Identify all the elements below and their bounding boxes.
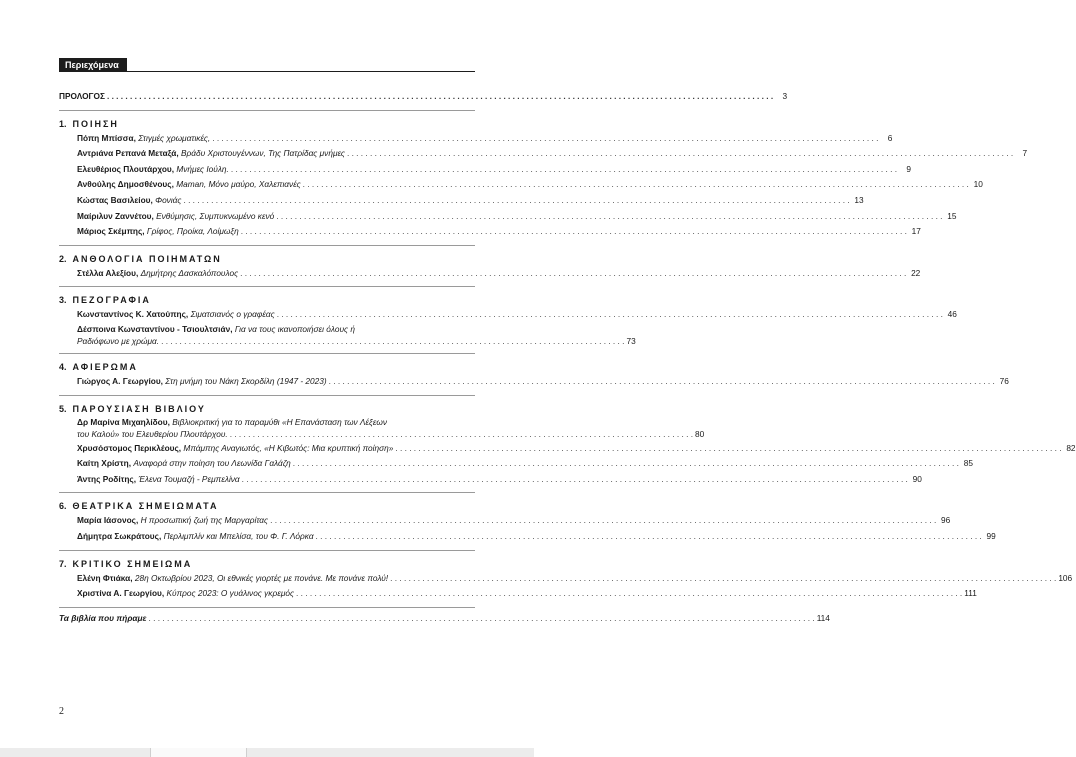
section-5-title: 5. ΠΑΡΟΥΣΙΑΣΗ ΒΙΒΛΙΟΥ (59, 403, 206, 414)
section-1-title: 1. ΠΟΙΗΣΗ (59, 118, 119, 129)
section-divider (59, 245, 475, 246)
toc-entry[interactable]: Κώστας Βασιλείου, Φονιάς . . . 13 (59, 193, 475, 209)
viewer-scrollbar-thumb[interactable] (150, 748, 247, 757)
toc-entry-books[interactable] (59, 611, 830, 627)
leader-dots (105, 89, 775, 105)
page-footer-number: 2 (59, 706, 64, 717)
toc-header-label: Περιεχόμενα (59, 58, 127, 72)
section-divider (59, 550, 475, 551)
viewer-bottom-bar (0, 748, 534, 757)
toc-entry[interactable]: Ελευθέριος Πλουτάρχου, Μνήμες Ιούλη. . . . 9 (59, 162, 475, 178)
section-divider (59, 110, 475, 111)
leader-dots (147, 611, 817, 627)
section-divider (59, 353, 475, 354)
header-rule (59, 71, 475, 72)
toc-entry-prologue[interactable] (59, 89, 788, 105)
toc-entry[interactable]: Καίτη Χρίστη, Αναφορά στην ποίηση του Λεωνίδα Γαλάζη . . . 85 (59, 456, 475, 472)
section-4-title: 4. ΑΦΙΕΡΩΜΑ (59, 361, 138, 372)
toc-entry[interactable]: Ελένη Φτιάκα, 28η Οκτωβρίου 2023, Οι εθνικές γιορτές με πονάνε. Με πονάνε πολύ! . . . 106 (59, 571, 475, 587)
table-of-contents (59, 89, 1076, 626)
toc-entry[interactable]: Στέλλα Αλεξίου, Δημήτρης Δασκαλόπουλος . . . 22 (59, 266, 475, 282)
section-2-title: 2. ΑΝΘΟΛΟΓΙΑ ΠΟΙΗΜΑΤΩΝ (59, 253, 222, 264)
section-3-title: 3. ΠΕΖΟΓΡΑΦΙΑ (59, 295, 151, 306)
section-7-title: 7. ΚΡΙΤΙΚΟ ΣΗΜΕΙΩΜΑ (59, 558, 193, 569)
toc-entry[interactable]: Μάριος Σκέμπης, Γρίφος, Προίκα, Λοίμωξη . . . 17 (59, 224, 475, 240)
toc-entry[interactable]: Χρυσόστομος Περικλέους, Μπάμπης Αναγιωτός, «Η Κιβωτός: Μια κρυπτική ποίηση» . . . 82 (59, 441, 475, 457)
toc-entry[interactable]: Κωνσταντίνος Κ. Χατούπης, Σιματσιανός ο γραφέας . . . 46 (59, 307, 475, 323)
section-divider (59, 607, 475, 608)
prologue-title: ΠΡΟΛΟΓΟΣ (59, 91, 105, 101)
page-number: 114 (816, 612, 830, 623)
page-number: 3 (782, 91, 788, 101)
section-divider (59, 395, 475, 396)
toc-header (59, 58, 475, 72)
toc-entry[interactable]: Γιώργος Α. Γεωργίου, Στη μνήμη του Νάκη Σκορδίλη (1947 - 2023) . . . 76 (59, 374, 475, 390)
toc-entry[interactable]: Χριστίνα Α. Γεωργίου, Κύπρος 2023: Ο γυάλινος γκρεμός . . . 111 (59, 586, 475, 602)
toc-entry[interactable]: Μαίριλυν Ζαννέτου, Ενθύμησις, Συμπυκνωμένο κενό . . . 15 (59, 209, 475, 225)
books-title: Τα βιβλία που πήραμε (59, 612, 147, 623)
toc-entry[interactable]: Δέσποινα Κωνσταντίνου - Τσιουλτσιάν, Για να τους ικανοποιήσει όλους ή Ραδιόφωνο με χρώμα. . . . 73 (59, 323, 475, 348)
section-6-title: 6. ΘΕΑΤΡΙΚΑ ΣΗΜΕΙΩΜΑΤΑ (59, 501, 219, 512)
toc-entry[interactable]: Πόπη Μπίσσα, Στιγμές χρωματικές, . . . 6 (59, 131, 475, 147)
toc-entry[interactable]: Άντης Ροδίτης, Έλενα Τουμαζή - Ρεμπελίνα . . . 90 (59, 472, 475, 488)
toc-entry[interactable]: Αντριάνα Ρεπανά Μεταξά, Βράδυ Χριστουγέννων, Της Πατρίδας μνήμες . . . 7 (59, 146, 475, 162)
toc-entry[interactable]: Μαρία Ιάσονος, Η προσωπική ζωή της Μαργαρίτας . . . 96 (59, 513, 475, 529)
toc-entry[interactable]: Ανθούλης Δημοσθένους, Maman, Μόνο μαύρο, Χαλεπιανές . . . 10 (59, 177, 475, 193)
section-divider (59, 492, 475, 493)
toc-entry[interactable]: Δρ Μαρίνα Μιχαηλίδου, Βιβλιοκριτική για το παραμύθι «Η Επανάσταση των Λέξεων του Καλού» του Ελευθερίου Πλουτάρχου. . . . 80 (59, 416, 475, 441)
toc-entry[interactable]: Δήμητρα Σωκράτους, Περλιμπλίν και Μπελίσα, του Φ. Γ. Λόρκα . . . 99 (59, 529, 475, 545)
section-divider (59, 286, 475, 287)
